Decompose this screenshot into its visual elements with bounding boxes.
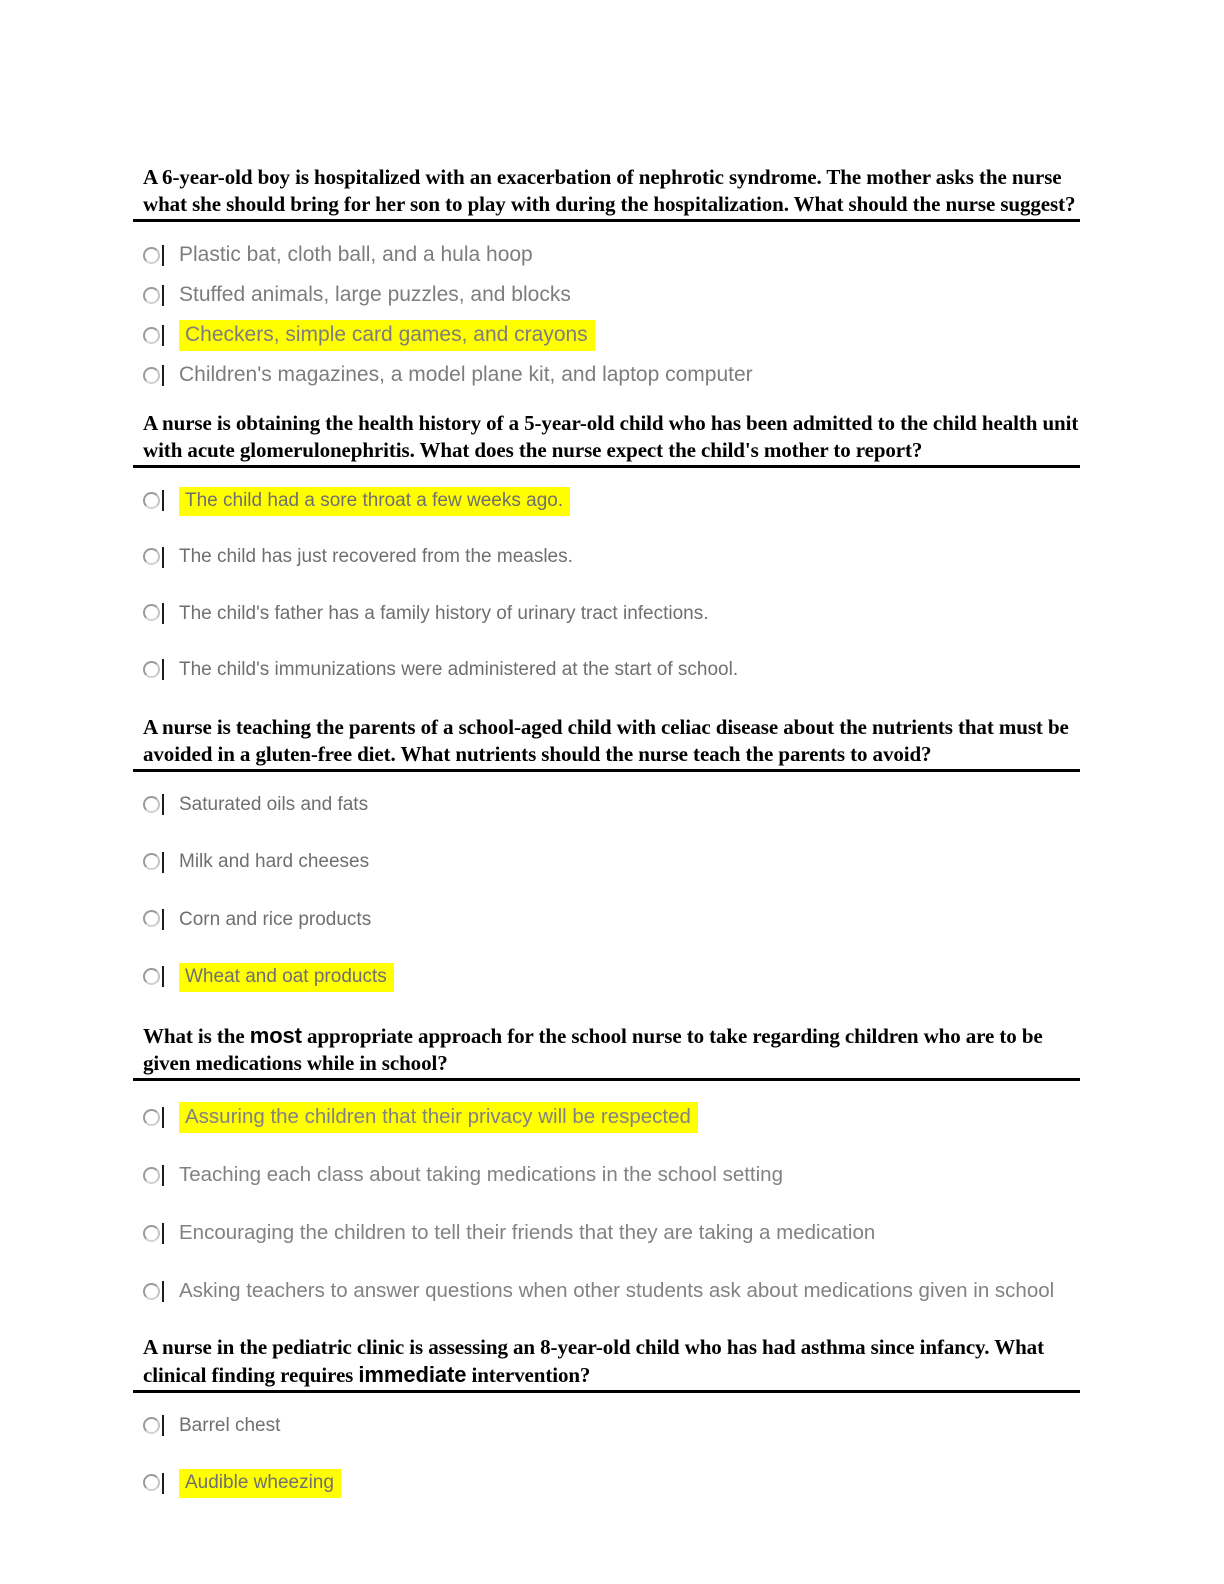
- question-prompt: [133, 164, 1080, 222]
- q4-option-2[interactable]: [143, 1160, 1080, 1192]
- cursor-bar-icon: [162, 1473, 164, 1494]
- question-prompt: [133, 410, 1080, 468]
- radio-button-icon[interactable]: [143, 548, 160, 565]
- options-list: [133, 1414, 1080, 1496]
- question-block-5: [133, 1334, 1080, 1496]
- cursor-bar-icon: [162, 1223, 164, 1244]
- prompt-text: A 6-year-old boy is hospitalized with an exacerbation of nephrotic syndrome. The mother asks the nurse what she should bring for her son to play with during the hospitalization. What should the nurse suggest?: [143, 165, 1076, 216]
- radio-button-icon[interactable]: [143, 661, 160, 678]
- q3-option-2[interactable]: [143, 850, 1080, 874]
- prompt-text: appropriate approach for the school nurse to take regarding children who are to be given medications while in school?: [143, 1024, 1043, 1076]
- q2-option-3[interactable]: [143, 602, 1080, 626]
- radio-button-icon[interactable]: [143, 287, 160, 304]
- q1-option-4[interactable]: [143, 363, 1080, 389]
- radio-button-icon[interactable]: [143, 1417, 160, 1434]
- option-label: Asking teachers to answer questions when other students ask about medications given in school: [179, 1279, 1055, 1303]
- options-list: [133, 793, 1080, 989]
- radio-button-icon[interactable]: [143, 604, 160, 621]
- q2-option-1[interactable]: [143, 489, 1080, 513]
- option-label: The child has just recovered from the measles.: [179, 546, 573, 568]
- option-label: Corn and rice products: [179, 908, 372, 930]
- radio-button-icon[interactable]: [143, 796, 160, 813]
- prompt-emphasis: most: [249, 1023, 302, 1049]
- cursor-bar-icon: [162, 547, 164, 568]
- option-label: Barrel chest: [179, 1415, 281, 1437]
- q2-option-2[interactable]: [143, 545, 1080, 569]
- option-label: Children's magazines, a model plane kit, and laptop computer: [179, 363, 753, 386]
- radio-button-icon[interactable]: [143, 492, 160, 509]
- option-label: The child's father has a family history of urinary tract infections.: [179, 602, 709, 624]
- cursor-bar-icon: [162, 659, 164, 680]
- option-label: Saturated oils and fats: [179, 794, 369, 816]
- q5-option-2[interactable]: [143, 1471, 1080, 1495]
- radio-button-icon[interactable]: [143, 910, 160, 927]
- option-label: The child had a sore throat a few weeks ago.: [179, 487, 570, 516]
- cursor-bar-icon: [162, 852, 164, 873]
- q1-option-3[interactable]: [143, 323, 1080, 349]
- options-list: [133, 489, 1080, 682]
- radio-button-icon[interactable]: [143, 1167, 160, 1184]
- cursor-bar-icon: [162, 603, 164, 624]
- radio-button-icon[interactable]: [143, 327, 160, 344]
- question-prompt: [133, 1334, 1080, 1393]
- option-label: Wheat and oat products: [179, 963, 394, 992]
- q4-option-3[interactable]: [143, 1218, 1080, 1250]
- radio-button-icon[interactable]: [143, 853, 160, 870]
- radio-button-icon[interactable]: [143, 968, 160, 985]
- q3-option-1[interactable]: [143, 793, 1080, 817]
- option-label: Audible wheezing: [179, 1469, 341, 1498]
- question-block-4: [133, 1022, 1080, 1308]
- q4-option-4[interactable]: [143, 1276, 1080, 1308]
- question-prompt: [133, 714, 1080, 772]
- q5-option-1[interactable]: [143, 1414, 1080, 1438]
- radio-button-icon[interactable]: [143, 367, 160, 384]
- q3-option-3[interactable]: [143, 908, 1080, 932]
- cursor-bar-icon: [162, 794, 164, 815]
- option-label: Stuffed animals, large puzzles, and blocks: [179, 283, 571, 306]
- prompt-text: What is the: [143, 1024, 250, 1049]
- cursor-bar-icon: [162, 909, 164, 930]
- radio-button-icon[interactable]: [143, 1283, 160, 1300]
- q1-option-2[interactable]: [143, 283, 1080, 309]
- cursor-bar-icon: [162, 325, 164, 346]
- radio-button-icon[interactable]: [143, 1225, 160, 1242]
- question-block-3: [133, 714, 1080, 989]
- option-label: Checkers, simple card games, and crayons: [179, 320, 595, 351]
- q1-option-1[interactable]: [143, 243, 1080, 269]
- question-block-2: [133, 410, 1080, 682]
- cursor-bar-icon: [162, 1165, 164, 1186]
- radio-button-icon[interactable]: [143, 1109, 160, 1126]
- q3-option-4[interactable]: [143, 965, 1080, 989]
- options-list: [133, 1102, 1080, 1308]
- cursor-bar-icon: [162, 1415, 164, 1436]
- cursor-bar-icon: [162, 285, 164, 306]
- prompt-text: A nurse is obtaining the health history of a 5-year-old child who has been admitted to the child health unit with acute glomerulonephritis. What does the nurse expect the child's mother to report?: [143, 411, 1079, 462]
- question-prompt: [133, 1022, 1080, 1081]
- quiz-page: [133, 143, 1080, 1529]
- prompt-text: A nurse in the pediatric clinic is assessing an 8-year-old child who has had asthma since infancy. What clinical finding requires: [143, 1335, 1044, 1388]
- prompt-text: intervention?: [466, 1363, 591, 1388]
- question-block-1: [133, 164, 1080, 389]
- cursor-bar-icon: [162, 1281, 164, 1302]
- radio-button-icon[interactable]: [143, 1474, 160, 1491]
- options-list: [133, 243, 1080, 389]
- option-label: Teaching each class about taking medications in the school setting: [179, 1163, 783, 1187]
- option-label: Encouraging the children to tell their friends that they are taking a medication: [179, 1221, 876, 1245]
- prompt-text: A nurse is teaching the parents of a school-aged child with celiac disease about the nutrients that must be avoided in a gluten-free diet. What nutrients should the nurse teach the parents to avoid?: [143, 715, 1069, 767]
- option-label: The child's immunizations were administered at the start of school.: [179, 658, 739, 680]
- option-label: Milk and hard cheeses: [179, 851, 370, 873]
- cursor-bar-icon: [162, 1107, 164, 1128]
- cursor-bar-icon: [162, 245, 164, 266]
- option-label: Plastic bat, cloth ball, and a hula hoop: [179, 243, 533, 266]
- q2-option-4[interactable]: [143, 658, 1080, 682]
- cursor-bar-icon: [162, 365, 164, 386]
- cursor-bar-icon: [162, 490, 164, 511]
- prompt-emphasis: immediate: [358, 1362, 467, 1388]
- radio-button-icon[interactable]: [143, 247, 160, 264]
- cursor-bar-icon: [162, 966, 164, 987]
- option-label: Assuring the children that their privacy will be respected: [179, 1102, 698, 1133]
- q4-option-1[interactable]: [143, 1102, 1080, 1134]
